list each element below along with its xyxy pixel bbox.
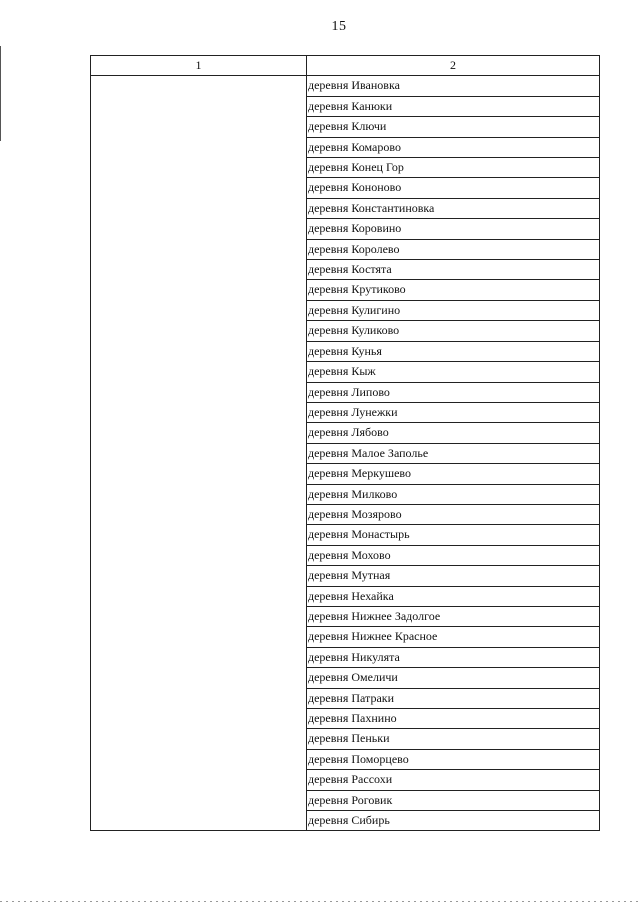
- settlement-name-cell: деревня Комарово: [307, 137, 600, 157]
- page-number: 15: [331, 19, 347, 34]
- settlement-name-cell: деревня Коровино: [307, 219, 600, 239]
- settlement-name-cell: деревня Пахнино: [307, 709, 600, 729]
- settlement-name-cell: деревня Мозярово: [307, 504, 600, 524]
- settlement-name-cell: деревня Кыж: [307, 362, 600, 382]
- settlement-name-cell: деревня Ивановка: [307, 76, 600, 96]
- settlement-name-cell: деревня Сибирь: [307, 811, 600, 831]
- column-header-2: 2: [307, 56, 600, 76]
- settlement-name-cell: деревня Патраки: [307, 688, 600, 708]
- table-row: [91, 76, 600, 96]
- settlement-name-cell: деревня Нижнее Задолгое: [307, 606, 600, 626]
- settlement-name-cell: деревня Константиновка: [307, 198, 600, 218]
- settlement-name-cell: деревня Липово: [307, 382, 600, 402]
- settlement-name-cell: деревня Канюки: [307, 96, 600, 116]
- settlement-name-cell: деревня Лунежки: [307, 402, 600, 422]
- settlement-name-cell: деревня Никулята: [307, 647, 600, 667]
- settlement-name-cell: деревня Монастырь: [307, 525, 600, 545]
- table-body: [91, 76, 600, 831]
- settlement-name-cell: деревня Конец Гор: [307, 158, 600, 178]
- settlement-name-cell: деревня Поморцево: [307, 749, 600, 769]
- settlement-name-cell: деревня Лябово: [307, 423, 600, 443]
- settlement-name-cell: деревня Крутиково: [307, 280, 600, 300]
- settlement-name-cell: деревня Нехайка: [307, 586, 600, 606]
- settlement-name-cell: деревня Милково: [307, 484, 600, 504]
- settlement-name-cell: деревня Пеньки: [307, 729, 600, 749]
- settlement-name-cell: деревня Королево: [307, 239, 600, 259]
- scan-bottom-edge: [0, 901, 640, 902]
- settlement-name-cell: деревня Рассохи: [307, 770, 600, 790]
- settlements-table: [90, 55, 600, 831]
- settlement-name-cell: деревня Кононово: [307, 178, 600, 198]
- table-header-row: [91, 56, 600, 76]
- settlement-name-cell: деревня Куликово: [307, 321, 600, 341]
- column-header-1: 1: [91, 56, 307, 76]
- settlement-name-cell: деревня Омеличи: [307, 668, 600, 688]
- scan-margin-line: [0, 46, 1, 141]
- settlement-name-cell: деревня Малое Заполье: [307, 443, 600, 463]
- settlement-name-cell: деревня Кунья: [307, 341, 600, 361]
- settlement-name-cell: деревня Нижнее Красное: [307, 627, 600, 647]
- settlement-name-cell: деревня Меркушево: [307, 464, 600, 484]
- settlement-name-cell: деревня Костята: [307, 260, 600, 280]
- settlement-name-cell: деревня Роговик: [307, 790, 600, 810]
- settlement-name-cell: деревня Ключи: [307, 117, 600, 137]
- settlement-name-cell: деревня Мохово: [307, 545, 600, 565]
- settlement-name-cell: деревня Мутная: [307, 566, 600, 586]
- district-cell: [91, 76, 307, 831]
- settlement-name-cell: деревня Кулигино: [307, 300, 600, 320]
